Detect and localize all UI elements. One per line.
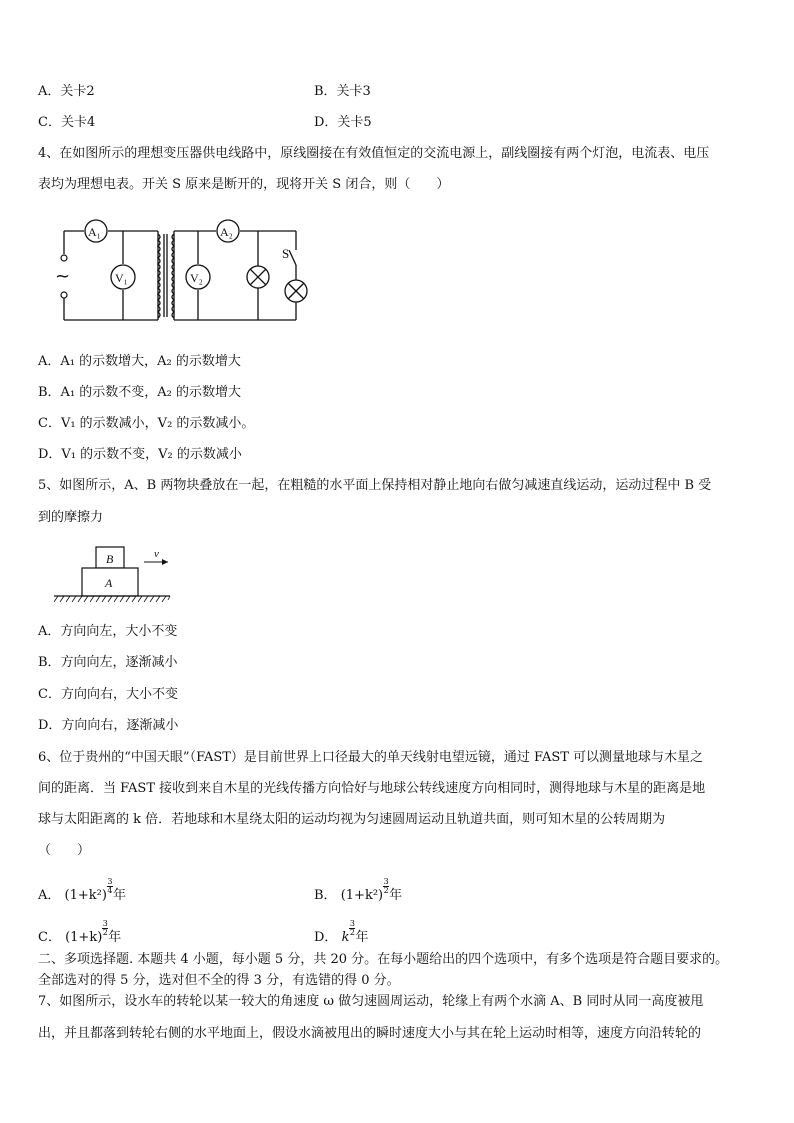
q6-option-d-unit: 年	[355, 930, 369, 945]
q6-option-d-exponent: $\frac{3}{2}$	[349, 919, 356, 937]
transformer-circuit-diagram	[50, 212, 310, 330]
q6-option-d-base: k	[341, 930, 350, 945]
velocity-v-label: v	[154, 548, 159, 560]
q6-option-d-label: D．	[314, 930, 338, 945]
voltmeter-v1-label: V₁	[115, 271, 128, 285]
q5-option-b: B．方向向左，逐渐减小	[38, 655, 178, 670]
voltmeter-v2-label: V₂	[190, 271, 203, 285]
ac-source-symbol: ~	[55, 266, 71, 287]
q6-option-a-exponent: $\frac{3}{4}$	[107, 877, 113, 895]
q4-stem-line2: 表均为理想电表。开关 S 原来是断开的，现将开关 S 闭合，则（ ）	[38, 177, 450, 192]
q6-option-c-label: C．	[38, 930, 61, 945]
q6-option-a-base: (1+k²)	[64, 888, 107, 903]
q7-stem-line2: 出，并且都落到转轮右侧的水平地面上，假设水滴被甩出的瞬时速度大小与其在轮上运动时相等，速度方向沿转轮的	[38, 1026, 702, 1041]
q6-option-c	[38, 920, 121, 947]
q6-option-b-base: (1+k²)	[340, 888, 384, 903]
section2-heading-line2: 全部选对的得 5 分，选对但不全的得 3 分，有选错的得 0 分。	[38, 973, 400, 988]
q5-stem-line2: 到的摩擦力	[38, 510, 104, 525]
q5-stem-line1: 5、如图所示，A、B 两物块叠放在一起，在粗糙的水平面上保持相对静止地向右做匀减速直线运动，运动过程中 B 受	[38, 478, 712, 493]
stacked-blocks-diagram	[54, 543, 184, 605]
q3-option-d: D．关卡5	[314, 115, 372, 130]
q4-option-a: A．A₁ 的示数增大，A₂ 的示数增大	[38, 354, 241, 369]
q5-option-d: D．方向向右，逐渐减小	[38, 718, 179, 733]
ammeter-a2-label: A₂	[220, 225, 233, 239]
q6-option-b-exponent: $\frac{3}{2}$	[383, 877, 389, 895]
q6-stem-line1: 6、位于贵州的“中国天眼”（FAST）是目前世界上口径最大的单天线射电望远镜，通过 FAST 可以测量地球与木星之	[38, 750, 704, 765]
q3-option-c: C．关卡4	[38, 115, 96, 130]
q3-option-b: B．关卡3	[314, 84, 371, 99]
switch-s-label: S	[282, 246, 290, 261]
q6-stem-line3: 球与太阳距离的 k 倍．若地球和木星绕太阳的运动均视为匀速圆周运动且轨道共面，则可知木星的公转周期为	[38, 812, 666, 827]
q4-option-b: B．A₁ 的示数不变，A₂ 的示数增大	[38, 385, 242, 400]
q6-option-c-unit: 年	[108, 930, 122, 945]
q4-option-c: C．V₁ 的示数减小，V₂ 的示数减小。	[38, 416, 255, 431]
q6-option-d	[314, 920, 368, 947]
q6-option-b	[314, 878, 402, 905]
q6-option-c-exponent: $\frac{3}{2}$	[102, 919, 108, 937]
q6-option-a-unit: 年	[112, 888, 126, 903]
q6-stem-line2: 间的距离．当 FAST 接收到来自木星的光线传播方向恰好与地球公转线速度方向相同时，测得地球与木星的距离是地	[38, 781, 706, 796]
q7-stem-line1: 7、如图所示，设水车的转轮以某一较大的角速度 ω 做匀速圆周运动，轮缘上有两个水滴 A、B 同时从同一高度被甩	[38, 994, 704, 1009]
q6-option-b-label: B．	[314, 888, 337, 903]
block-a-label: A	[105, 576, 113, 590]
q6-option-a	[38, 878, 126, 905]
q6-stem-line4: （ ）	[38, 843, 91, 858]
block-b-label: B	[106, 552, 114, 566]
q6-option-a-label: A．	[38, 888, 61, 903]
q5-option-a: A．方向向左，大小不变	[38, 624, 178, 639]
q3-option-a: A．关卡2	[38, 84, 95, 99]
q4-stem-line1: 4、在如图所示的理想变压器供电线路中，原线圈接在有效值恒定的交流电源上，副线圈接有两个灯泡，电流表、电压	[38, 146, 710, 161]
q4-option-d: D．V₁ 的示数不变，V₂ 的示数减小	[38, 447, 242, 462]
q5-option-c: C．方向向右，大小不变	[38, 687, 178, 702]
q6-option-b-unit: 年	[389, 888, 403, 903]
section2-heading-line1: 二、多项选择题. 本题共 4 小题，每小题 5 分，共 20 分。在每小题给出的四个选项中，有多个选项是符合题目要求的。	[38, 952, 729, 967]
ammeter-a1-label: A₁	[88, 225, 101, 239]
q6-option-c-base: (1+k)	[65, 930, 103, 945]
